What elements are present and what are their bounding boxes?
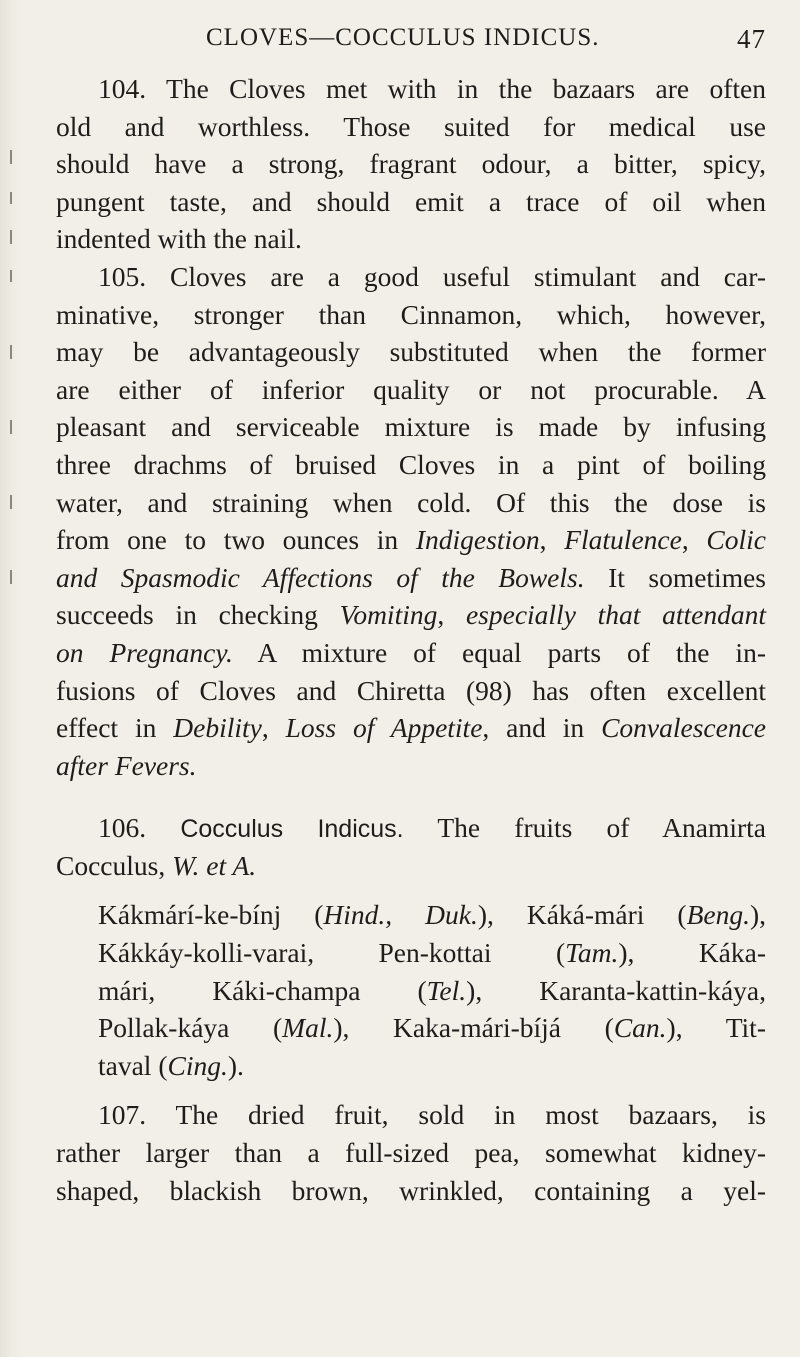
text-line: 104. The Cloves met with in the bazaars are often [98, 73, 766, 104]
text-line: fusions of Cloves and Chiretta (98) has often excellent [56, 674, 766, 706]
text-line [56, 809, 766, 847]
text-run: It sometimes [584, 561, 766, 593]
language-abbr: Beng. [686, 899, 750, 931]
text-line [56, 521, 766, 559]
text-run: ), Kaka-mári-bíjá ( [333, 1012, 614, 1044]
language-abbr: Tam. [565, 937, 619, 969]
italic-term: on Pregnancy. [56, 636, 233, 668]
text-line [56, 559, 766, 597]
paragraph-104 [56, 70, 766, 258]
text-run: ), [749, 899, 766, 931]
italic-term: Vomiting [339, 599, 438, 631]
text-run: ), Tit- [666, 1012, 766, 1044]
text-run: A mixture of equal parts of the in- [232, 636, 766, 668]
text-run: effect in [56, 712, 174, 744]
running-title: CLOVES—COCCULUS INDICUS. [206, 24, 600, 51]
text-run: Kákmárí-ke-bínj ( [98, 899, 324, 931]
text-line [56, 972, 766, 1010]
text-run: , [437, 599, 466, 631]
text-line: three drachms of bruised Cloves in a pint of boiling [56, 448, 766, 480]
text-run: Pollak-káya ( [98, 1012, 283, 1044]
language-abbr: Mal. [282, 1012, 334, 1044]
text-run: Cocculus, [56, 849, 173, 881]
italic-term: Colic [706, 524, 766, 556]
text-line [56, 596, 766, 634]
text-run: succeeds in checking [56, 599, 340, 631]
text-run: , [681, 524, 707, 556]
paragraph-107 [56, 1096, 766, 1209]
text-line: are either of inferior quality or not procurable. A [56, 373, 766, 405]
language-abbr: Can. [613, 1012, 667, 1044]
italic-term: and Spasmodic Affections of the Bowels. [56, 561, 585, 593]
text-line [56, 709, 766, 747]
text-line: water, and straining when cold. Of this the dose is [56, 486, 766, 518]
text-line: pleasant and serviceable mixture is made by infusing [56, 411, 766, 443]
gutter-mark [10, 495, 12, 509]
text-line [56, 847, 766, 885]
text-line: should have a strong, fragrant odour, a bitter, spicy, [56, 148, 766, 180]
section-gap [56, 784, 766, 809]
language-abbr: Hind., Duk. [323, 899, 478, 931]
text-line [56, 1047, 766, 1085]
text-line: minative, stronger than Cinnamon, which, however, [56, 298, 766, 330]
gutter-mark [10, 230, 12, 244]
text-run: from one to two ounces in [56, 524, 416, 556]
text-run: , [539, 524, 565, 556]
book-page [56, 24, 766, 1209]
gutter-mark [10, 570, 12, 584]
page-number: 47 [737, 24, 766, 54]
text-run: The fruits of Anamirta [403, 812, 766, 844]
italic-term: Flatulence [564, 524, 682, 556]
botanical-authority: W. et A. [172, 849, 257, 881]
text-line [56, 934, 766, 972]
text-run: taval ( [98, 1049, 168, 1081]
running-header [56, 24, 766, 70]
gutter-mark [10, 270, 12, 282]
language-abbr: Tel. [426, 974, 467, 1006]
italic-term: especially that attendant [465, 599, 767, 631]
text-line [56, 634, 766, 672]
italic-term: after Fevers. [56, 749, 197, 781]
section-gap [56, 1084, 766, 1096]
gutter-mark [10, 192, 12, 204]
text-run: , and in [482, 712, 602, 744]
italic-term: Loss of Appetite [285, 712, 483, 744]
text-line: pungent taste, and should emit a trace of oil when [56, 185, 766, 217]
text-run: ), Káká-mári ( [477, 899, 687, 931]
text-run: ), Káka- [618, 937, 766, 969]
text-line: 105. Cloves are a good useful stimulant and car- [98, 260, 766, 292]
language-abbr: Cing. [167, 1049, 228, 1081]
text-run: ). [227, 1049, 244, 1081]
gutter-mark [10, 420, 12, 434]
text-line: old and worthless. Those suited for medical use [56, 110, 766, 142]
paragraph-105 [56, 258, 766, 784]
section-heading: Cocculus Indicus. [180, 815, 404, 844]
section-number: 106. [98, 812, 181, 844]
text-line: may be advantageously substituted when the former [56, 336, 766, 368]
italic-term: Convalescence [601, 712, 766, 744]
text-line: 107. The dried fruit, sold in most bazaars, is [98, 1099, 766, 1131]
italic-term: Debility [173, 712, 262, 744]
gutter-mark [10, 345, 12, 359]
text-line: shaped, blackish brown, wrinkled, containing a yel- [56, 1174, 766, 1206]
text-run: Kákkáy-kolli-varai, Pen-kottai ( [98, 937, 566, 969]
text-run: , [261, 712, 286, 744]
text-line: indented with the nail. [56, 223, 302, 255]
text-line: rather larger than a full-sized pea, somewhat kidney- [56, 1137, 766, 1169]
text-line [56, 896, 766, 934]
italic-term: Indigestion [415, 524, 540, 556]
text-run: mári, Káki-champa ( [98, 974, 427, 1006]
spacer [56, 884, 766, 896]
text-line [56, 747, 766, 785]
text-run: ), Karanta-kattin-káya, [466, 974, 766, 1006]
text-line [56, 1009, 766, 1047]
page-gutter [0, 0, 22, 1357]
gutter-mark [10, 150, 12, 164]
paragraph-106 [56, 809, 766, 1084]
